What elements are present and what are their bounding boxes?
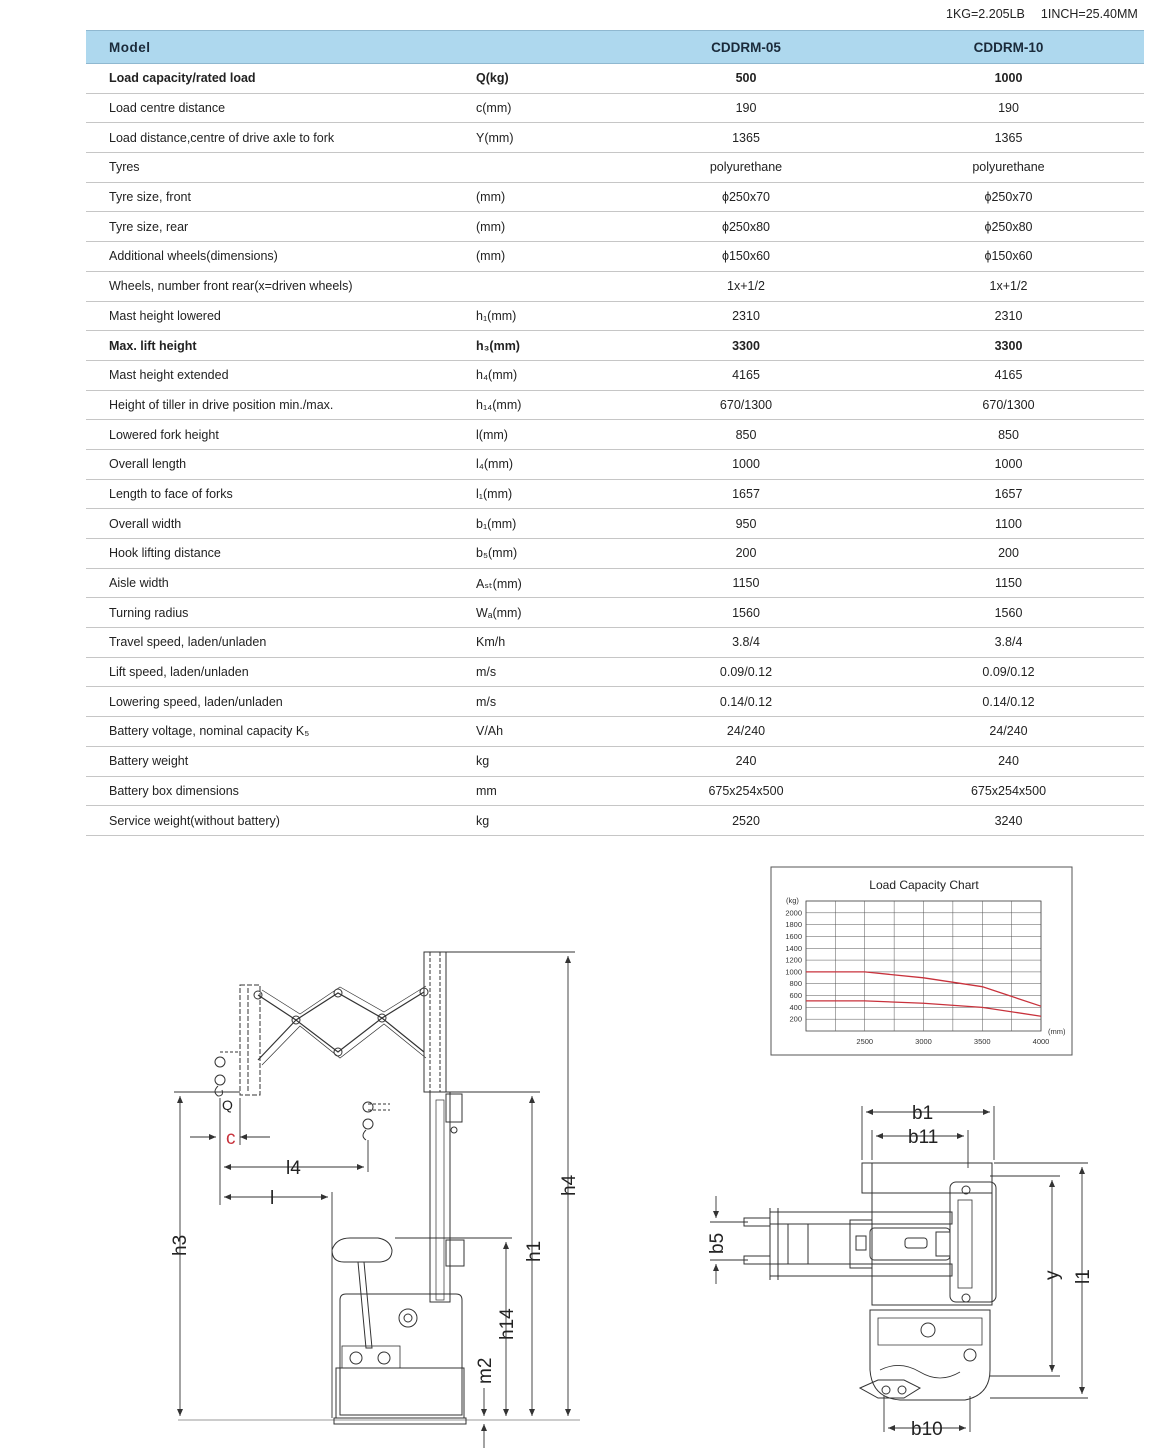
row-value-model-b: 670/1300 bbox=[873, 390, 1144, 420]
row-value-model-a: 1000 bbox=[619, 449, 873, 479]
row-value-model-a: 4165 bbox=[619, 360, 873, 390]
y-tick-label: 1600 bbox=[785, 931, 802, 941]
table-row bbox=[86, 687, 1144, 717]
row-unit: kg bbox=[474, 746, 619, 776]
y-tick-label: 1200 bbox=[785, 955, 802, 965]
side-view-drawing bbox=[178, 952, 580, 1424]
chart-ylabel: (kg) bbox=[786, 896, 799, 905]
row-unit: l₄(mm) bbox=[474, 449, 619, 479]
table-row bbox=[86, 182, 1144, 212]
row-label: Battery voltage, nominal capacity K₅ bbox=[86, 717, 474, 747]
row-unit: (mm) bbox=[474, 182, 619, 212]
header-unit bbox=[474, 31, 619, 64]
row-value-model-b: ϕ250x70 bbox=[873, 182, 1144, 212]
row-label: Lowered fork height bbox=[86, 420, 474, 450]
row-unit: (mm) bbox=[474, 212, 619, 242]
row-label: Lift speed, laden/unladen bbox=[86, 657, 474, 687]
row-value-model-a: 1365 bbox=[619, 123, 873, 153]
row-value-model-a: 240 bbox=[619, 746, 873, 776]
row-value-model-a: 670/1300 bbox=[619, 390, 873, 420]
row-label: Load capacity/rated load bbox=[86, 64, 474, 94]
table-row bbox=[86, 568, 1144, 598]
label-l1: l1 bbox=[1073, 1269, 1094, 1284]
y-tick-label: 1800 bbox=[785, 920, 802, 930]
row-value-model-b: ϕ250x80 bbox=[873, 212, 1144, 242]
y-tick-label: 800 bbox=[789, 979, 802, 989]
label-b10: b10 bbox=[911, 1419, 943, 1440]
spec-table-body bbox=[86, 64, 1144, 836]
y-tick-label: 1400 bbox=[785, 943, 802, 953]
row-unit: Wₐ(mm) bbox=[474, 598, 619, 628]
row-value-model-a: 850 bbox=[619, 420, 873, 450]
row-value-model-a: ϕ250x70 bbox=[619, 182, 873, 212]
row-value-model-a: 24/240 bbox=[619, 717, 873, 747]
row-value-model-b: 1365 bbox=[873, 123, 1144, 153]
x-tick-label: 2500 bbox=[856, 1037, 874, 1046]
row-value-model-b: 3.8/4 bbox=[873, 628, 1144, 658]
table-row bbox=[86, 806, 1144, 836]
row-value-model-a: 190 bbox=[619, 93, 873, 123]
row-unit: m/s bbox=[474, 657, 619, 687]
row-label: Load centre distance bbox=[86, 93, 474, 123]
row-value-model-b: 190 bbox=[873, 93, 1144, 123]
table-row bbox=[86, 717, 1144, 747]
row-unit: V/Ah bbox=[474, 717, 619, 747]
table-row bbox=[86, 390, 1144, 420]
row-label: Battery weight bbox=[86, 746, 474, 776]
row-value-model-b: 1100 bbox=[873, 509, 1144, 539]
row-unit: Y(mm) bbox=[474, 123, 619, 153]
table-row bbox=[86, 479, 1144, 509]
row-value-model-b: 3300 bbox=[873, 331, 1144, 361]
row-value-model-a: 1x+1/2 bbox=[619, 271, 873, 301]
row-label: Overall width bbox=[86, 509, 474, 539]
row-label: Turning radius bbox=[86, 598, 474, 628]
row-unit bbox=[474, 153, 619, 183]
label-c: c bbox=[226, 1128, 236, 1149]
row-label: Height of tiller in drive position min./max. bbox=[86, 390, 474, 420]
table-row bbox=[86, 271, 1144, 301]
row-label: Mast height extended bbox=[86, 360, 474, 390]
row-unit: h₃(mm) bbox=[474, 331, 619, 361]
row-label: Additional wheels(dimensions) bbox=[86, 242, 474, 272]
row-value-model-a: 1150 bbox=[619, 568, 873, 598]
label-h3: h3 bbox=[170, 1234, 191, 1256]
table-row bbox=[86, 539, 1144, 569]
row-unit: b₁(mm) bbox=[474, 509, 619, 539]
table-row bbox=[86, 628, 1144, 658]
row-unit: b₅(mm) bbox=[474, 539, 619, 569]
row-value-model-a: 675x254x500 bbox=[619, 776, 873, 806]
unit-conversions bbox=[946, 7, 1138, 21]
row-value-model-b: 1560 bbox=[873, 598, 1144, 628]
row-label: Battery box dimensions bbox=[86, 776, 474, 806]
row-value-model-b: ϕ150x60 bbox=[873, 242, 1144, 272]
row-label: Aisle width bbox=[86, 568, 474, 598]
label-b1: b1 bbox=[912, 1103, 934, 1124]
row-value-model-b: 3240 bbox=[873, 806, 1144, 836]
row-label: Service weight(without battery) bbox=[86, 806, 474, 836]
row-value-model-b: 0.14/0.12 bbox=[873, 687, 1144, 717]
row-unit: l₁(mm) bbox=[474, 479, 619, 509]
table-row bbox=[86, 598, 1144, 628]
x-tick-label: 3500 bbox=[973, 1037, 991, 1046]
label-h4: h4 bbox=[559, 1174, 580, 1196]
row-label: Load distance,centre of drive axle to fork bbox=[86, 123, 474, 153]
table-row bbox=[86, 509, 1144, 539]
row-value-model-a: 2520 bbox=[619, 806, 873, 836]
row-unit: h₄(mm) bbox=[474, 360, 619, 390]
label-b5: b5 bbox=[707, 1232, 728, 1254]
y-tick-label: 1000 bbox=[785, 967, 802, 977]
row-value-model-b: 1000 bbox=[873, 64, 1144, 94]
conversion-kg-lb: 1KG=2.205LB bbox=[946, 7, 1025, 21]
row-value-model-a: polyurethane bbox=[619, 153, 873, 183]
side-view-dimensions bbox=[174, 952, 575, 1448]
table-row bbox=[86, 776, 1144, 806]
label-m2: m2 bbox=[475, 1357, 496, 1384]
y-tick-label: 2000 bbox=[785, 908, 802, 918]
row-value-model-b: 24/240 bbox=[873, 717, 1144, 747]
table-row bbox=[86, 420, 1144, 450]
header-model: Model bbox=[86, 31, 474, 64]
chart-title: Load Capacity Chart bbox=[869, 878, 979, 892]
y-tick-label: 200 bbox=[789, 1014, 802, 1024]
row-unit: c(mm) bbox=[474, 93, 619, 123]
y-tick-label: 400 bbox=[789, 1002, 802, 1012]
label-l4: l4 bbox=[286, 1158, 301, 1179]
row-label: Wheels, number front rear(x=driven wheels) bbox=[86, 271, 474, 301]
table-row bbox=[86, 449, 1144, 479]
row-value-model-a: 2310 bbox=[619, 301, 873, 331]
row-value-model-a: 950 bbox=[619, 509, 873, 539]
table-row bbox=[86, 64, 1144, 94]
row-label: Max. lift height bbox=[86, 331, 474, 361]
label-b11: b11 bbox=[908, 1127, 939, 1148]
row-value-model-a: 3.8/4 bbox=[619, 628, 873, 658]
row-unit: Km/h bbox=[474, 628, 619, 658]
table-row bbox=[86, 360, 1144, 390]
row-unit bbox=[474, 271, 619, 301]
row-unit: (mm) bbox=[474, 242, 619, 272]
spec-table bbox=[86, 30, 1144, 836]
row-value-model-b: 1657 bbox=[873, 479, 1144, 509]
row-value-model-a: 500 bbox=[619, 64, 873, 94]
row-value-model-a: 0.14/0.12 bbox=[619, 687, 873, 717]
conversion-inch-mm: 1INCH=25.40MM bbox=[1040, 7, 1138, 21]
row-unit: l(mm) bbox=[474, 420, 619, 450]
table-row bbox=[86, 331, 1144, 361]
row-value-model-b: 240 bbox=[873, 746, 1144, 776]
row-unit: Q(kg) bbox=[474, 64, 619, 94]
table-row bbox=[86, 93, 1144, 123]
top-view-dimensions bbox=[710, 1106, 1088, 1432]
row-value-model-b: 850 bbox=[873, 420, 1144, 450]
row-unit: mm bbox=[474, 776, 619, 806]
table-row bbox=[86, 657, 1144, 687]
technical-drawings bbox=[0, 840, 1158, 1454]
header-model-b: CDDRM-10 bbox=[873, 31, 1144, 64]
table-row bbox=[86, 746, 1144, 776]
row-label: Tyre size, rear bbox=[86, 212, 474, 242]
chart-xlabel: (mm) bbox=[1048, 1027, 1066, 1036]
row-unit: Aₛₜ(mm) bbox=[474, 568, 619, 598]
row-value-model-b: 675x254x500 bbox=[873, 776, 1144, 806]
row-label: Hook lifting distance bbox=[86, 539, 474, 569]
row-value-model-b: 200 bbox=[873, 539, 1144, 569]
top-view-drawing bbox=[744, 1163, 996, 1400]
row-unit: h₁₄(mm) bbox=[474, 390, 619, 420]
x-tick-label: 3000 bbox=[915, 1037, 932, 1046]
table-row bbox=[86, 123, 1144, 153]
row-value-model-a: 0.09/0.12 bbox=[619, 657, 873, 687]
row-value-model-a: 200 bbox=[619, 539, 873, 569]
label-l: l bbox=[270, 1188, 275, 1209]
table-row bbox=[86, 153, 1144, 183]
load-capacity-chart bbox=[771, 867, 1072, 1055]
row-value-model-a: 3300 bbox=[619, 331, 873, 361]
row-label: Travel speed, laden/unladen bbox=[86, 628, 474, 658]
row-value-model-b: 2310 bbox=[873, 301, 1144, 331]
table-row bbox=[86, 242, 1144, 272]
label-h14: h14 bbox=[497, 1308, 518, 1340]
x-tick-label: 4000 bbox=[1032, 1037, 1050, 1046]
row-value-model-b: polyurethane bbox=[873, 153, 1144, 183]
row-value-model-b: 1150 bbox=[873, 568, 1144, 598]
row-unit: kg bbox=[474, 806, 619, 836]
row-label: Lowering speed, laden/unladen bbox=[86, 687, 474, 717]
row-label: Overall length bbox=[86, 449, 474, 479]
row-value-model-b: 1000 bbox=[873, 449, 1144, 479]
table-row bbox=[86, 212, 1144, 242]
row-value-model-a: 1560 bbox=[619, 598, 873, 628]
spec-table-header bbox=[86, 31, 1144, 64]
row-value-model-a: ϕ250x80 bbox=[619, 212, 873, 242]
row-value-model-a: 1657 bbox=[619, 479, 873, 509]
row-value-model-b: 0.09/0.12 bbox=[873, 657, 1144, 687]
label-h1: h1 bbox=[524, 1240, 545, 1262]
row-value-model-b: 4165 bbox=[873, 360, 1144, 390]
row-label: Length to face of forks bbox=[86, 479, 474, 509]
label-Q: Q bbox=[222, 1097, 233, 1113]
row-unit: m/s bbox=[474, 687, 619, 717]
row-value-model-a: ϕ150x60 bbox=[619, 242, 873, 272]
row-label: Tyre size, front bbox=[86, 182, 474, 212]
row-label: Mast height lowered bbox=[86, 301, 474, 331]
top-view-dimension-labels bbox=[707, 1103, 1094, 1440]
side-view-dimension-labels bbox=[170, 1097, 580, 1384]
row-unit: h₁(mm) bbox=[474, 301, 619, 331]
row-value-model-b: 1x+1/2 bbox=[873, 271, 1144, 301]
header-model-a: CDDRM-05 bbox=[619, 31, 873, 64]
row-label: Tyres bbox=[86, 153, 474, 183]
y-tick-label: 600 bbox=[789, 991, 802, 1001]
table-row bbox=[86, 301, 1144, 331]
label-y: y bbox=[1042, 1270, 1063, 1280]
